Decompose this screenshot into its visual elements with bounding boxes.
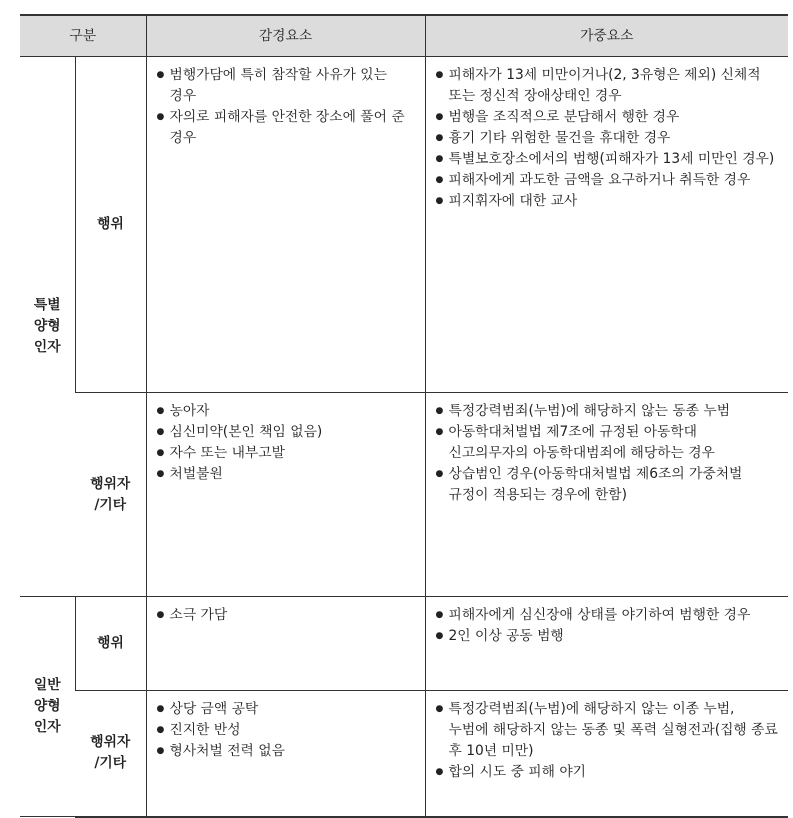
aggravating-list xyxy=(436,699,779,783)
header-mitigating: 감경요소 xyxy=(146,15,425,57)
list-item: ● 형사처벌 전력 없음 xyxy=(157,741,415,762)
mitigating-cell xyxy=(146,57,425,393)
table-header-row xyxy=(20,15,788,57)
mitigating-cell xyxy=(146,393,425,597)
header-category: 구분 xyxy=(20,15,146,57)
aggravating-cell xyxy=(425,393,788,597)
group-label-special-text: 특별 양형 인자 xyxy=(33,297,61,355)
sub-label-offender xyxy=(75,393,146,597)
list-item: ● 합의 시도 중 피해 야기 xyxy=(436,762,779,783)
sub-label-act xyxy=(75,57,146,393)
list-item: ● 처벌불원 xyxy=(157,464,415,485)
list-item: ● 아동학대처벌법 제7조에 규정된 아동학대 신고의무자의 아동학대범죄에 해당하는 경우 xyxy=(436,422,779,464)
mitigating-list xyxy=(157,401,415,485)
list-item: ● 농아자 xyxy=(157,401,415,422)
aggravating-cell xyxy=(425,57,788,393)
list-item: ● 자의로 피해자를 안전한 장소에 풀어 준 경우 xyxy=(157,107,415,149)
sub-label-text: 행위 xyxy=(97,216,124,232)
list-item: ● 심신미약(본인 책임 없음) xyxy=(157,422,415,443)
aggravating-list xyxy=(436,65,779,212)
list-item: ● 피해자에게 심신장애 상태를 야기하여 범행한 경우 xyxy=(436,605,779,626)
aggravating-cell xyxy=(425,691,788,817)
aggravating-cell xyxy=(425,597,788,691)
list-item: ● 흉기 기타 위험한 물건을 휴대한 경우 xyxy=(436,128,779,149)
sentencing-factors-table xyxy=(20,14,788,818)
sub-label-text: 행위 xyxy=(97,635,124,651)
list-item: ● 특정강력범죄(누범)에 해당하지 않는 동종 누범 xyxy=(436,401,779,422)
list-item: ● 진지한 반성 xyxy=(157,720,415,741)
mitigating-cell xyxy=(146,691,425,817)
group-label-special xyxy=(20,57,75,597)
sub-label-text: 행위자 /기타 xyxy=(90,475,131,513)
mitigating-cell xyxy=(146,597,425,691)
list-item: ● 상습범인 경우(아동학대처벌법 제6조의 가중처벌 규정이 적용되는 경우에 한함) xyxy=(436,464,779,506)
list-item: ● 피해자가 13세 미만이거나(2, 3유형은 제외) 신체적 또는 정신적 장애상태인 경우 xyxy=(436,65,779,107)
list-item: ● 피지휘자에 대한 교사 xyxy=(436,191,779,212)
table-row xyxy=(20,57,788,393)
aggravating-list xyxy=(436,401,779,506)
list-item: ● 범행을 조직적으로 분담해서 행한 경우 xyxy=(436,107,779,128)
group-label-general xyxy=(20,597,75,817)
list-item: ● 상당 금액 공탁 xyxy=(157,699,415,720)
list-item: ● 특별보호장소에서의 범행(피해자가 13세 미만인 경우) xyxy=(436,149,779,170)
sub-label-offender xyxy=(75,691,146,817)
aggravating-list xyxy=(436,605,779,647)
list-item: ● 피해자에게 과도한 금액을 요구하거나 취득한 경우 xyxy=(436,170,779,191)
sub-label-act xyxy=(75,597,146,691)
sub-label-text: 행위자 /기타 xyxy=(90,734,131,772)
header-aggravating: 가중요소 xyxy=(425,15,788,57)
table-row xyxy=(20,691,788,817)
list-item: ● 자수 또는 내부고발 xyxy=(157,443,415,464)
group-label-general-text: 일반 양형 인자 xyxy=(33,677,61,735)
table-row xyxy=(20,393,788,597)
table-row xyxy=(20,597,788,691)
mitigating-list xyxy=(157,699,415,762)
mitigating-list xyxy=(157,605,415,626)
list-item: ● 2인 이상 공동 범행 xyxy=(436,626,779,647)
list-item: ● 소극 가담 xyxy=(157,605,415,626)
mitigating-list xyxy=(157,65,415,149)
list-item: ● 특정강력범죄(누범)에 해당하지 않는 이종 누범, 누범에 해당하지 않는 동종 및 폭력 실형전과(집행 종료 후 10년 미만) xyxy=(436,699,779,762)
list-item: ● 범행가담에 특히 참작할 사유가 있는 경우 xyxy=(157,65,415,107)
